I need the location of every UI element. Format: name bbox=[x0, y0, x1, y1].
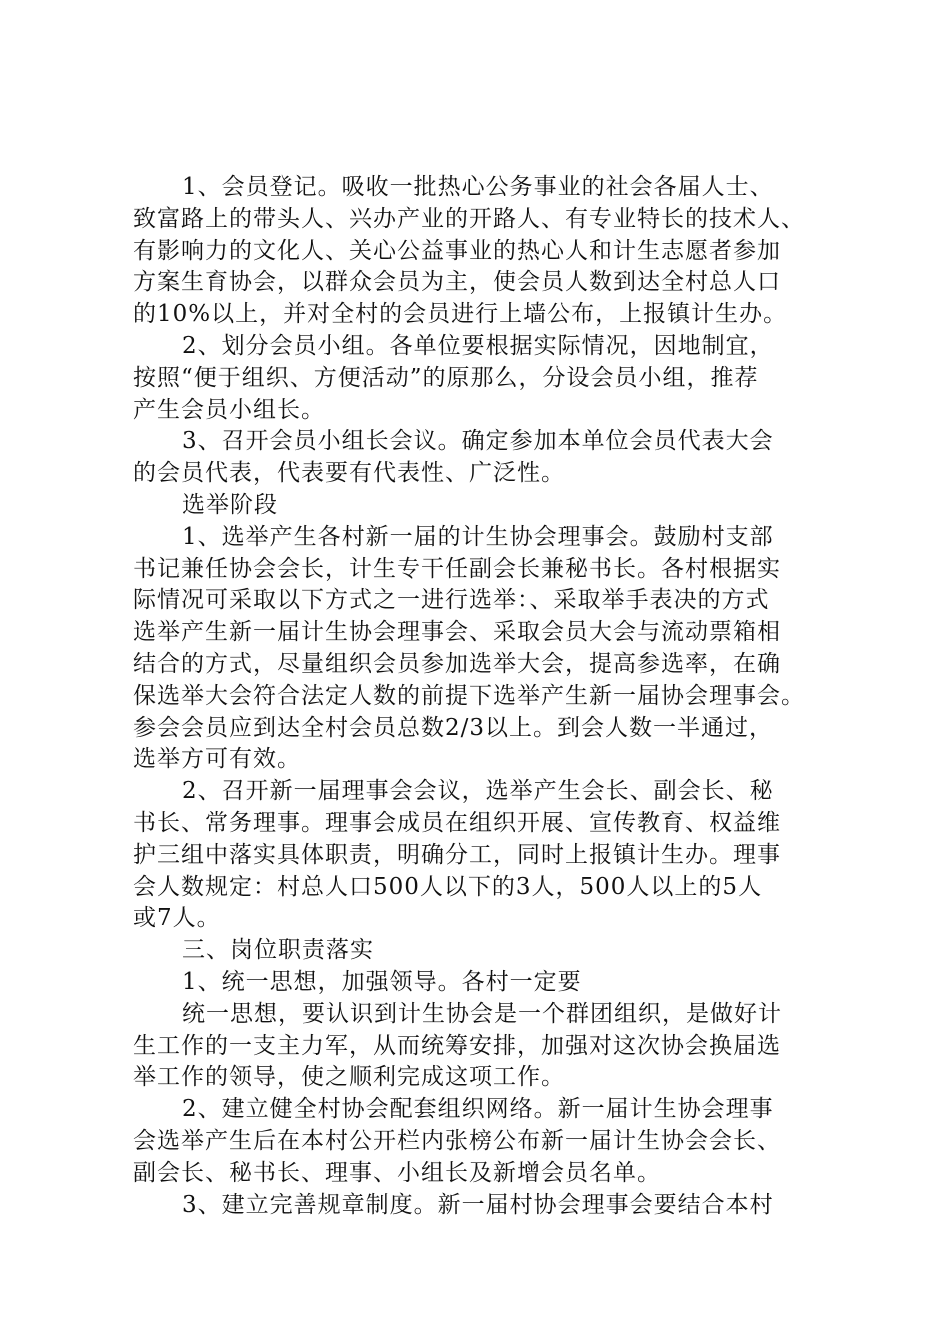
text-line: 1、选举产生各村新一届的计生协会理事会。鼓励村支部 bbox=[182, 523, 774, 550]
text-line: 副会长、秘书长、理事、小组长及新增会员名单。 bbox=[133, 1159, 661, 1186]
text-line: 选举产生新一届计生协会理事会、采取会员大会与流动票箱相 bbox=[133, 619, 781, 646]
text-line: 2、建立健全村协会配套组织网络。新一届计生协会理事 bbox=[182, 1096, 774, 1123]
text-line: 书长、常务理事。理事会成员在组织开展、宣传教育、权益维 bbox=[133, 809, 781, 836]
text-line: 参会会员应到达全村会员总数2/3以上。到会人数一半通过， bbox=[133, 714, 774, 741]
text-line: 2、划分会员小组。各单位要根据实际情况，因地制宜， bbox=[182, 332, 774, 359]
text-line: 致富路上的带头人、兴办产业的开路人、有专业特长的技术人、 bbox=[133, 205, 805, 232]
document-body bbox=[133, 172, 833, 1221]
text-line: 有影响力的文化人、关心公益事业的热心人和计生志愿者参加 bbox=[133, 237, 781, 264]
text-line: 3、建立完善规章制度。新一届村协会理事会要结合本村 bbox=[182, 1191, 774, 1218]
text-line: 选举阶段 bbox=[182, 491, 278, 518]
text-line: 举工作的领导，使之顺利完成这项工作。 bbox=[133, 1064, 565, 1091]
text-line: 1、会员登记。吸收一批热心公务事业的社会各届人士、 bbox=[182, 174, 774, 200]
text-line: 方案生育协会，以群众会员为主，使会员人数到达全村总人口 bbox=[133, 269, 781, 296]
text-line: 2、召开新一届理事会会议，选举产生会长、副会长、秘 bbox=[182, 778, 774, 805]
text-line: 或7人。 bbox=[133, 905, 221, 932]
text-line: 的10%以上，并对全村的会员进行上墙公布，上报镇计生办。 bbox=[133, 301, 788, 328]
text-line: 际情况可采取以下方式之一进行选举：、采取举手表决的方式 bbox=[133, 587, 770, 614]
text-line: 的会员代表，代表要有代表性、广泛性。 bbox=[133, 460, 565, 487]
text-line: 结合的方式，尽量组织会员参加选举大会，提高参选率，在确 bbox=[133, 650, 781, 677]
text-line: 统一思想，要认识到计生协会是一个群团组织，是做好计 bbox=[182, 1000, 782, 1027]
text-line: 1、统一思想，加强领导。各村一定要 bbox=[182, 968, 582, 995]
text-line: 按照“便于组织、方便活动”的原那么，分设会员小组，推荐 bbox=[133, 364, 759, 391]
text-line: 书记兼任协会会长，计生专干任副会长兼秘书长。各村根据实 bbox=[133, 555, 781, 582]
text-line: 护三组中落实具体职责，明确分工，同时上报镇计生办。理事 bbox=[133, 841, 781, 868]
text-line: 会选举产生后在本村公开栏内张榜公布新一届计生协会会长、 bbox=[133, 1127, 781, 1154]
text-line: 选举方可有效。 bbox=[133, 746, 301, 773]
text-line: 保选举大会符合法定人数的前提下选举产生新一届协会理事会。 bbox=[133, 682, 805, 709]
text-line: 三、岗位职责落实 bbox=[182, 937, 374, 964]
text-line: 会人数规定：村总人口500人以下的3人，500人以上的5人 bbox=[133, 873, 763, 900]
text-line: 产生会员小组长。 bbox=[133, 396, 325, 423]
text-line: 生工作的一支主力军，从而统筹安排，加强对这次协会换届选 bbox=[133, 1032, 781, 1059]
text-line: 3、召开会员小组长会议。确定参加本单位会员代表大会 bbox=[182, 428, 774, 455]
